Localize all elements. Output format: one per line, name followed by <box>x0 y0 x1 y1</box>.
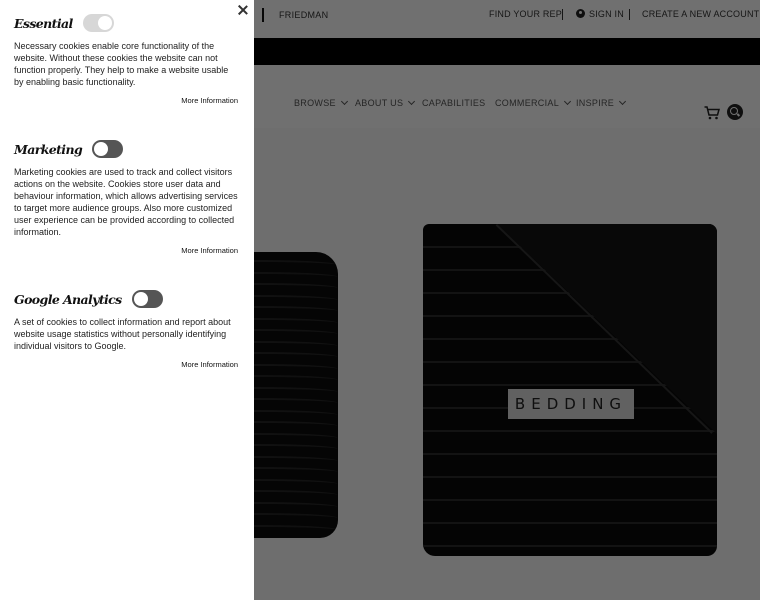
section-heading <box>14 14 238 32</box>
more-information-link[interactable]: More Information <box>181 246 238 255</box>
section-heading <box>14 140 238 158</box>
section-heading <box>14 290 238 308</box>
cookie-preferences-panel <box>0 0 254 600</box>
essential-toggle[interactable] <box>83 14 114 32</box>
close-icon[interactable] <box>236 4 250 18</box>
toggle-knob <box>98 16 112 30</box>
marketing-toggle[interactable] <box>92 140 123 158</box>
section-description: Necessary cookies enable core functionality of the website. Without these cookies the website can not function properly. They help to make a website usable by enabling basic functionality. <box>14 41 229 87</box>
more-information-link[interactable]: More Information <box>181 360 238 369</box>
section-description: A set of cookies to collect information and report about website usage statistics without personally identifying individual visitors to Google. <box>14 317 231 351</box>
cookie-section-essential <box>14 14 238 105</box>
cookie-section-google-analytics <box>14 290 238 369</box>
more-information-link[interactable]: More Information <box>181 96 238 105</box>
section-description: Marketing cookies are used to track and collect visitors actions on the website. Cookies store user data and behaviour information, which allows advertising services to target more audience groups. Also more customized user experience can be provided according to collected information. <box>14 167 238 237</box>
section-title: Google Analytics <box>14 291 122 307</box>
section-title: Marketing <box>14 141 83 157</box>
toggle-knob <box>134 292 148 306</box>
section-title: Essential <box>14 15 73 31</box>
cookie-section-marketing <box>14 140 238 255</box>
google-analytics-toggle[interactable] <box>132 290 163 308</box>
toggle-knob <box>94 142 108 156</box>
